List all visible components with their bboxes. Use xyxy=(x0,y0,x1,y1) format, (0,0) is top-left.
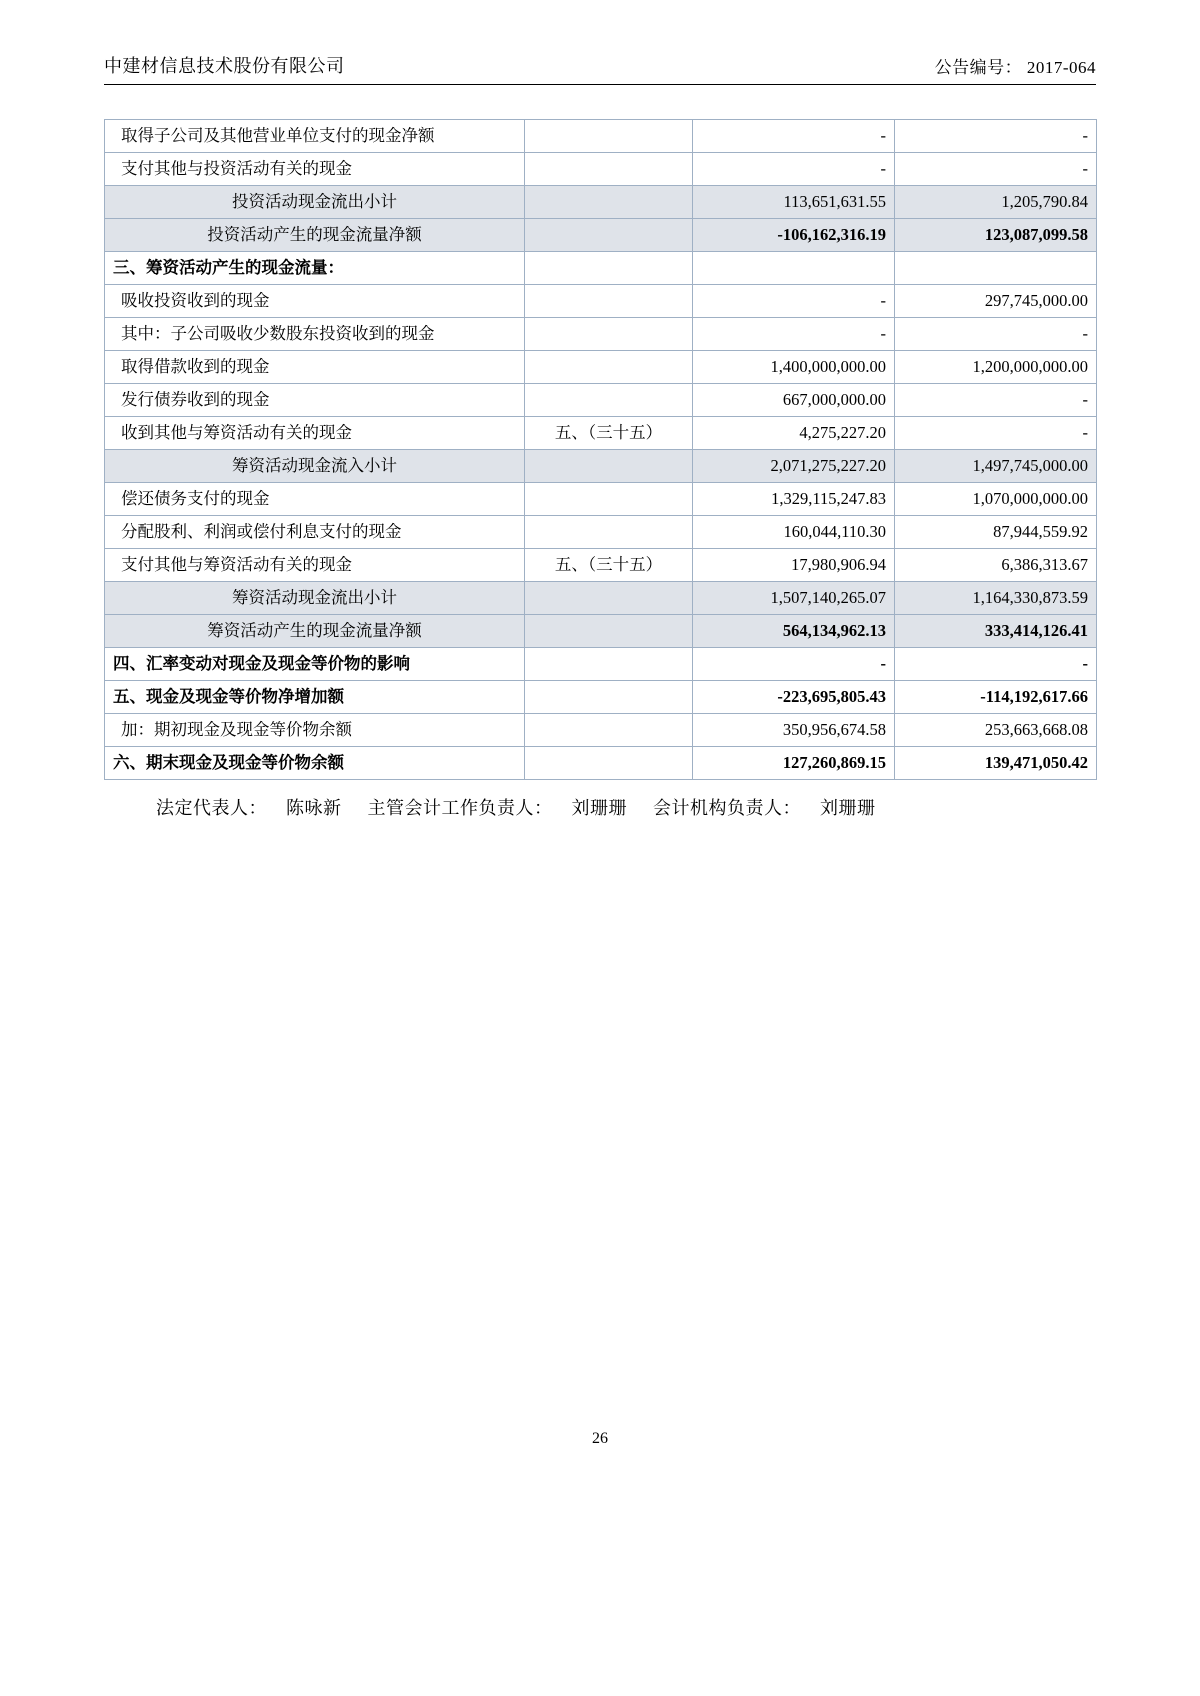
page-header xyxy=(104,52,1096,85)
table-row xyxy=(105,384,1097,417)
row-note-reference xyxy=(525,615,693,648)
table-row xyxy=(105,615,1097,648)
row-item-label: 筹资活动产生的现金流量净额 xyxy=(105,615,525,648)
table-row xyxy=(105,516,1097,549)
row-item-label: 分配股利、利润或偿付利息支付的现金 xyxy=(105,516,525,549)
row-item-label: 三、筹资活动产生的现金流量： xyxy=(105,252,525,285)
legal-representative xyxy=(156,794,342,820)
row-value-prior-period: 123,087,099.58 xyxy=(895,219,1097,252)
row-value-prior-period: - xyxy=(895,384,1097,417)
table-row xyxy=(105,285,1097,318)
company-name: 中建材信息技术股份有限公司 xyxy=(104,56,345,76)
row-value-current-period: 160,044,110.30 xyxy=(693,516,895,549)
page-footer xyxy=(0,1430,1200,1448)
row-value-current-period: 17,980,906.94 xyxy=(693,549,895,582)
accounting-head-name: 刘珊珊 xyxy=(820,798,876,818)
row-item-label: 筹资活动现金流出小计 xyxy=(105,582,525,615)
row-value-current-period: 1,400,000,000.00 xyxy=(693,351,895,384)
announcement-number: 公告编号： 2017-064 xyxy=(934,58,1096,77)
table-row xyxy=(105,417,1097,450)
row-value-current-period: -223,695,805.43 xyxy=(693,681,895,714)
row-value-current-period: - xyxy=(693,648,895,681)
row-note-reference xyxy=(525,384,693,417)
table-row xyxy=(105,582,1097,615)
legal-representative-label: 法定代表人： xyxy=(156,798,267,818)
row-value-current-period: 127,260,869.15 xyxy=(693,747,895,780)
row-note-reference xyxy=(525,351,693,384)
row-note-reference xyxy=(525,186,693,219)
row-value-current-period: 1,507,140,265.07 xyxy=(693,582,895,615)
chief-accountant-name: 刘珊珊 xyxy=(571,798,627,818)
page-number: 26 xyxy=(592,1430,608,1447)
row-value-prior-period: 1,164,330,873.59 xyxy=(895,582,1097,615)
table-row xyxy=(105,186,1097,219)
signature-line xyxy=(104,794,1096,820)
row-item-label: 其中：子公司吸收少数股东投资收到的现金 xyxy=(105,318,525,351)
row-value-current-period: - xyxy=(693,285,895,318)
row-value-prior-period: - xyxy=(895,648,1097,681)
row-item-label: 收到其他与筹资活动有关的现金 xyxy=(105,417,525,450)
cash-flow-statement-table xyxy=(104,119,1097,780)
row-note-reference xyxy=(525,714,693,747)
row-value-current-period: - xyxy=(693,318,895,351)
row-value-current-period: 564,134,962.13 xyxy=(693,615,895,648)
row-item-label: 发行债券收到的现金 xyxy=(105,384,525,417)
row-value-prior-period: -114,192,617.66 xyxy=(895,681,1097,714)
row-value-current-period: - xyxy=(693,153,895,186)
row-value-prior-period: 1,205,790.84 xyxy=(895,186,1097,219)
table-row xyxy=(105,351,1097,384)
row-note-reference: 五、（三十五） xyxy=(525,417,693,450)
row-item-label: 投资活动产生的现金流量净额 xyxy=(105,219,525,252)
row-note-reference xyxy=(525,681,693,714)
accounting-head-label: 会计机构负责人： xyxy=(653,798,801,818)
row-value-current-period: 2,071,275,227.20 xyxy=(693,450,895,483)
table-row xyxy=(105,714,1097,747)
row-value-current-period: -106,162,316.19 xyxy=(693,219,895,252)
table-row xyxy=(105,153,1097,186)
row-value-current-period: 667,000,000.00 xyxy=(693,384,895,417)
row-value-current-period: 1,329,115,247.83 xyxy=(693,483,895,516)
row-item-label: 筹资活动现金流入小计 xyxy=(105,450,525,483)
row-value-current-period: 113,651,631.55 xyxy=(693,186,895,219)
row-item-label: 取得子公司及其他营业单位支付的现金净额 xyxy=(105,120,525,153)
row-value-current-period: 350,956,674.58 xyxy=(693,714,895,747)
row-note-reference xyxy=(525,516,693,549)
row-value-prior-period: 253,663,668.08 xyxy=(895,714,1097,747)
row-item-label: 支付其他与投资活动有关的现金 xyxy=(105,153,525,186)
legal-representative-name: 陈咏新 xyxy=(286,798,342,818)
row-value-prior-period: 1,200,000,000.00 xyxy=(895,351,1097,384)
row-note-reference: 五、（三十五） xyxy=(525,549,693,582)
row-note-reference xyxy=(525,285,693,318)
row-note-reference xyxy=(525,219,693,252)
row-note-reference xyxy=(525,153,693,186)
row-value-prior-period: - xyxy=(895,153,1097,186)
row-value-prior-period: 333,414,126.41 xyxy=(895,615,1097,648)
table-row xyxy=(105,549,1097,582)
row-item-label: 取得借款收到的现金 xyxy=(105,351,525,384)
row-value-prior-period: - xyxy=(895,120,1097,153)
table-body xyxy=(105,120,1097,780)
row-item-label: 五、现金及现金等价物净增加额 xyxy=(105,681,525,714)
table-row xyxy=(105,648,1097,681)
accounting-head xyxy=(653,794,876,820)
row-item-label: 投资活动现金流出小计 xyxy=(105,186,525,219)
row-value-prior-period: 1,070,000,000.00 xyxy=(895,483,1097,516)
row-value-current-period: 4,275,227.20 xyxy=(693,417,895,450)
row-note-reference xyxy=(525,483,693,516)
row-value-prior-period: 6,386,313.67 xyxy=(895,549,1097,582)
table-row xyxy=(105,219,1097,252)
row-note-reference xyxy=(525,318,693,351)
row-note-reference xyxy=(525,648,693,681)
row-note-reference xyxy=(525,747,693,780)
table-row xyxy=(105,483,1097,516)
row-item-label: 支付其他与筹资活动有关的现金 xyxy=(105,549,525,582)
row-value-prior-period: 297,745,000.00 xyxy=(895,285,1097,318)
row-item-label: 六、期末现金及现金等价物余额 xyxy=(105,747,525,780)
row-item-label: 偿还债务支付的现金 xyxy=(105,483,525,516)
row-note-reference xyxy=(525,582,693,615)
table-row xyxy=(105,120,1097,153)
chief-accountant-label: 主管会计工作负责人： xyxy=(367,798,553,818)
table-row xyxy=(105,450,1097,483)
table-row xyxy=(105,252,1097,285)
row-value-current-period: - xyxy=(693,120,895,153)
row-value-prior-period xyxy=(895,252,1097,285)
row-note-reference xyxy=(525,450,693,483)
row-item-label: 四、汇率变动对现金及现金等价物的影响 xyxy=(105,648,525,681)
row-value-prior-period: 139,471,050.42 xyxy=(895,747,1097,780)
table-row xyxy=(105,318,1097,351)
row-value-prior-period: 1,497,745,000.00 xyxy=(895,450,1097,483)
row-item-label: 吸收投资收到的现金 xyxy=(105,285,525,318)
row-note-reference xyxy=(525,252,693,285)
table-row xyxy=(105,681,1097,714)
row-value-prior-period: 87,944,559.92 xyxy=(895,516,1097,549)
row-value-prior-period: - xyxy=(895,417,1097,450)
table-row xyxy=(105,747,1097,780)
row-value-prior-period: - xyxy=(895,318,1097,351)
row-item-label: 加：期初现金及现金等价物余额 xyxy=(105,714,525,747)
row-value-current-period xyxy=(693,252,895,285)
chief-accountant xyxy=(368,794,628,820)
row-note-reference xyxy=(525,120,693,153)
